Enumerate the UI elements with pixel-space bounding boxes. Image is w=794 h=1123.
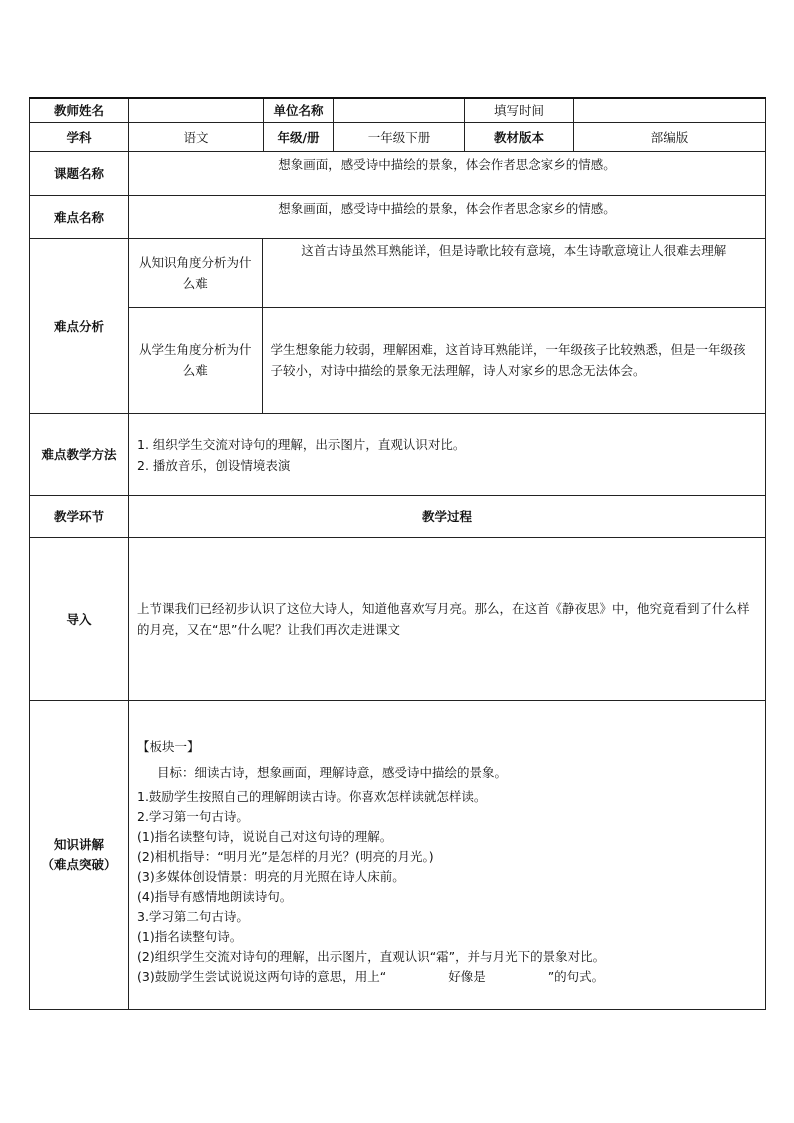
intro-label: 导入 (30, 537, 129, 700)
step-line: 1.鼓励学生按照自己的理解朗读古诗。你喜欢怎样读就怎样读。 (137, 788, 487, 804)
method-item: 1. 组织学生交流对诗句的理解，出示图片，直观认识对比。 (137, 436, 466, 452)
difficulty-label: 难点名称 (30, 195, 129, 238)
student-angle-label: 从学生角度分析为什么难 (129, 308, 262, 413)
step-line: (1)指名读整句诗。 (137, 928, 243, 944)
stage-header-label: 教学环节 (30, 495, 129, 537)
grade-label: 年级/册 (264, 122, 334, 151)
subject-label: 学科 (30, 122, 129, 151)
subject-value: 语文 (129, 122, 264, 151)
method-row (30, 413, 766, 495)
step-line: (2)组织学生交流对诗句的理解，出示图片，直观认识“霜”，并与月光下的景象对比。 (137, 948, 606, 964)
step-line: 3.学习第二句古诗。 (137, 908, 249, 924)
knowledge-sublabel: （难点突破） (41, 856, 117, 872)
step-line: (3)多媒体创设情景：明亮的月光照在诗人床前。 (137, 868, 405, 884)
textbook-label: 教材版本 (465, 122, 574, 151)
step-line: 2.学习第一句古诗。 (137, 808, 249, 824)
pattern-part-a: (3)鼓励学生尝试说说这两句诗的意思，用上“ (137, 968, 387, 984)
analysis-subtable-cell (129, 238, 766, 413)
step-line: (1)指名读整句诗，说说自己对这句诗的理解。 (137, 828, 393, 844)
method-item: 2. 播放音乐，创设情境表演 (137, 457, 291, 473)
intro-text: 上节课我们已经初步认识了这位大诗人，知道他喜欢写月亮。那么，在这首《静夜思》中，他究竟看到了什么样的月亮，又在“思”什么呢？让我们再次走进课文 (129, 537, 766, 700)
block-goal: 目标：细读古诗，想象画面，理解诗意，感受诗中描绘的景象。 (157, 764, 508, 780)
knowledge-row (30, 700, 766, 1009)
teacher-name-label: 教师姓名 (30, 98, 129, 122)
pattern-part-b: 好像是 (448, 968, 486, 984)
difficulty-row (30, 195, 766, 238)
header-row-2 (30, 122, 766, 151)
student-angle-text: 学生想象能力较弱，理解困难，这首诗耳熟能详，一年级孩子比较熟悉，但是一年级孩子较小，对诗中描绘的景象无法理解，诗人对家乡的思念无法体会。 (270, 342, 746, 379)
step-line: (4)指导有感情地朗读诗句。 (137, 888, 293, 904)
process-header-row (30, 495, 766, 537)
process-header-label: 教学过程 (129, 495, 766, 537)
course-row (30, 151, 766, 195)
pattern-part-c: ”的句式。 (547, 968, 605, 984)
grade-value: 一年级下册 (334, 122, 465, 151)
date-label: 填写时间 (465, 98, 574, 122)
analysis-student-row (129, 308, 765, 413)
unit-name-label: 单位名称 (264, 98, 334, 122)
course-label: 课题名称 (30, 151, 129, 195)
knowledge-angle-text: 这首古诗虽然耳熟能详，但是诗歌比较有意境，本生诗歌意境让人很难去理解 (262, 239, 765, 308)
intro-row (30, 537, 766, 700)
difficulty-value: 想象画面，感受诗中描绘的景象，体会作者思念家乡的情感。 (129, 195, 766, 238)
knowledge-content (129, 700, 766, 1009)
knowledge-angle-label: 从知识角度分析为什么难 (129, 239, 262, 308)
step-line: (2)相机指导：“明月光”是怎样的月光？(明亮的月光。) (137, 848, 434, 864)
unit-name-field[interactable] (334, 98, 465, 122)
block-title: 【板块一】 (137, 738, 200, 754)
teacher-name-field[interactable] (129, 98, 264, 122)
lesson-plan-table (29, 97, 766, 1010)
analysis-row (30, 238, 766, 413)
analysis-label: 难点分析 (30, 238, 129, 413)
analysis-knowledge-row (129, 239, 765, 308)
textbook-value: 部编版 (574, 122, 766, 151)
method-list (129, 413, 766, 495)
method-label: 难点教学方法 (30, 413, 129, 495)
analysis-subtable (129, 239, 765, 413)
knowledge-label: 知识讲解 (53, 836, 104, 852)
date-field[interactable] (574, 98, 766, 122)
header-row-1 (30, 98, 766, 122)
step-line-sentence-pattern (137, 967, 759, 987)
course-value: 想象画面，感受诗中描绘的景象，体会作者思念家乡的情感。 (129, 151, 766, 195)
knowledge-label-cell (30, 700, 129, 1009)
